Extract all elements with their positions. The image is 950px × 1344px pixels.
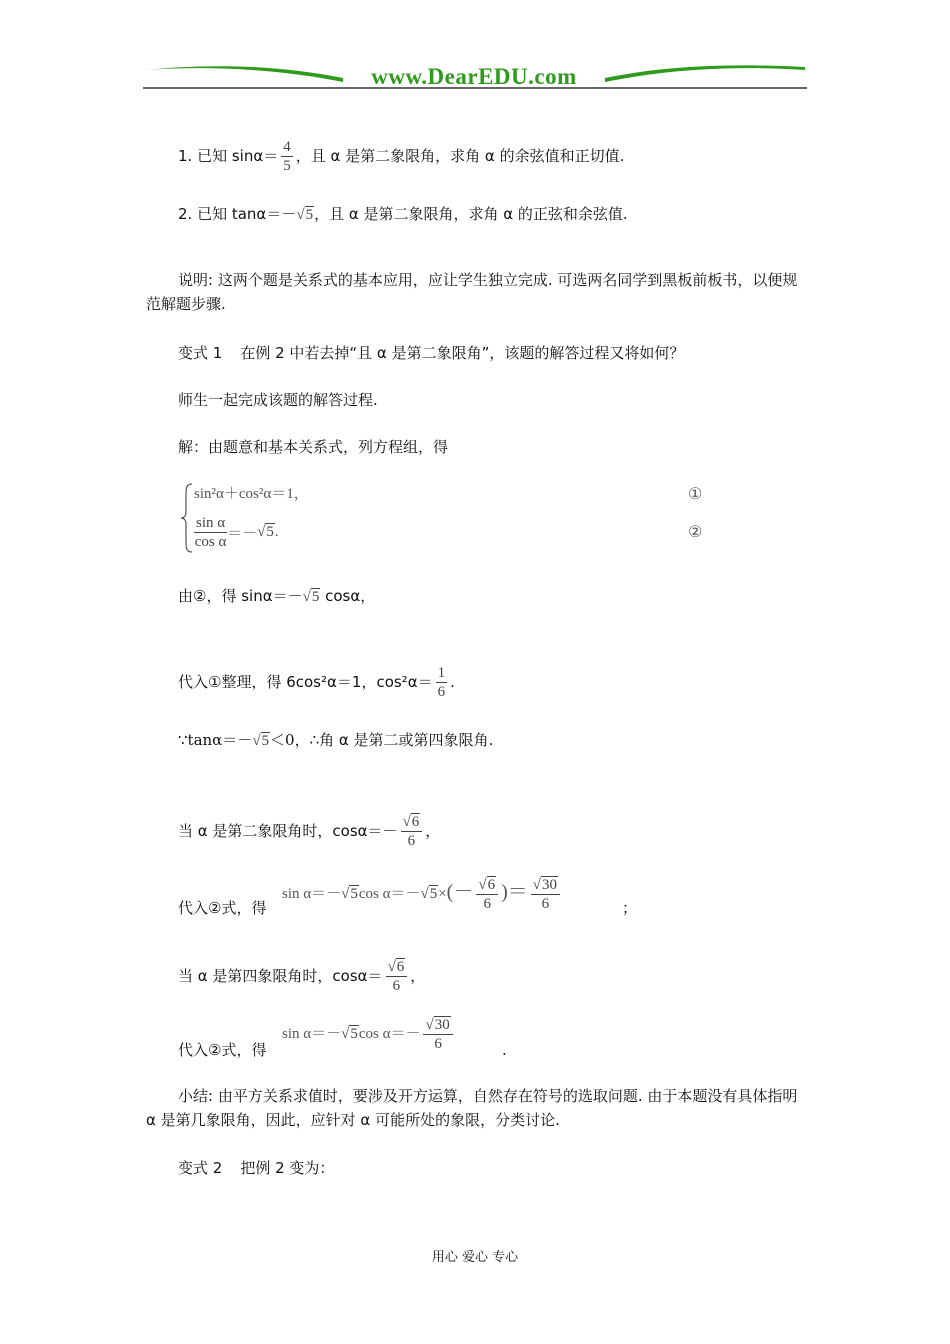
denominator: 6 bbox=[392, 978, 401, 994]
expr-lhs: sin α＝－ bbox=[282, 886, 342, 902]
variant-1-text: 在例 2 中若去掉“且 α 是第二象限角”，该题的解答过程又将如何？ bbox=[240, 344, 685, 362]
solution-intro: 解：由题意和基本关系式，列方程组，得 bbox=[178, 438, 449, 456]
equation-2 bbox=[194, 514, 279, 551]
problem-1-pre: 1. 已知 sinα＝ bbox=[178, 147, 279, 165]
eq2-end: . bbox=[274, 524, 279, 540]
from2-post: cosα， bbox=[320, 587, 376, 605]
problem-2 bbox=[178, 202, 628, 227]
site-logo: www.DearEDU.com bbox=[371, 64, 577, 89]
brace-icon bbox=[180, 482, 194, 554]
sub2a-expression: sin α＝－√5cos α＝－√5×(－ $\frac{√6}{6}$ )＝ $\frac{√30}{6}$ bbox=[282, 870, 563, 916]
variant-2 bbox=[178, 1158, 334, 1178]
expr-lhs: sin α＝－ bbox=[282, 1026, 342, 1042]
radicand: 5 bbox=[350, 1026, 358, 1042]
variant-2-label: 变式 2 bbox=[178, 1159, 223, 1177]
header-banner bbox=[143, 64, 807, 92]
paren-open: (－ bbox=[446, 881, 474, 903]
from2-pre: 由②，得 sinα＝－ bbox=[178, 587, 303, 605]
numerator: 4 bbox=[283, 139, 291, 155]
radicand: 5 bbox=[261, 733, 270, 749]
fraction-sqrt6-6: $\frac{√6}{6}$ bbox=[401, 813, 423, 850]
case2-pre: 当 α 是第二象限角时，cosα＝－ bbox=[178, 822, 398, 840]
left-swoosh bbox=[145, 66, 343, 82]
expr-mid: cos α＝－ bbox=[358, 886, 421, 902]
denominator: 6 bbox=[483, 896, 491, 913]
denominator: 6 bbox=[541, 896, 550, 913]
problem-1 bbox=[178, 128, 624, 184]
denominator: 5 bbox=[283, 158, 291, 174]
radicand: 6 bbox=[487, 877, 496, 894]
radicand: 5 bbox=[350, 886, 358, 902]
denominator: 6 bbox=[434, 1036, 442, 1053]
sub2b-end: . bbox=[502, 1041, 507, 1059]
fraction-1-6 bbox=[436, 664, 448, 701]
eq2-rhs: ＝－ bbox=[227, 526, 258, 542]
right-swoosh bbox=[605, 65, 805, 82]
expr-mid: cos α＝－ bbox=[358, 1026, 421, 1042]
paren-close: )＝ bbox=[501, 881, 528, 903]
radicand: 30 bbox=[541, 877, 557, 894]
fraction-4-5 bbox=[281, 138, 293, 175]
eq2-radicand: 5 bbox=[266, 524, 274, 540]
summary-paragraph bbox=[146, 1084, 806, 1132]
sub2b-pre: 代入②式，得 bbox=[178, 1041, 267, 1059]
because-post: ∴角 α 是第二或第四象限角. bbox=[309, 731, 494, 749]
sub2a-pre: 代入②式，得 bbox=[178, 899, 267, 917]
together-line: 师生一起完成该题的解答过程. bbox=[178, 391, 378, 409]
sub2b-expression: sin α＝－√5cos α＝－ $\frac{√30}{6}$ bbox=[282, 1012, 456, 1056]
note-paragraph bbox=[146, 268, 806, 316]
denominator: 6 bbox=[407, 833, 416, 849]
times-sign: × bbox=[438, 886, 447, 902]
denominator: 6 bbox=[437, 684, 446, 700]
fraction-sqrt6-6: $\frac{√6}{6}$ bbox=[386, 958, 408, 995]
eq2-denominator: cos α bbox=[194, 534, 227, 550]
substitute-1 bbox=[178, 654, 455, 710]
note-text: 说明: 这两个题是关系式的基本应用，应让学生独立完成. 可选两名同学到黑板前板书，以便规范解题步骤. bbox=[146, 271, 798, 313]
radicand: 5 bbox=[305, 207, 314, 223]
problem-2-post: ，且 α 是第二象限角，求角 α 的正弦和余弦值. bbox=[314, 205, 628, 223]
page-footer: 用心 爱心 专心 bbox=[431, 1250, 519, 1265]
problem-1-post: ，且 α 是第二象限角，求角 α 的余弦值和正切值. bbox=[295, 147, 625, 165]
because-mid: ＜0， bbox=[270, 731, 310, 749]
variant-1-label: 变式 1 bbox=[178, 344, 223, 362]
sub1-pre: 代入①整理，得 6cos²α＝1，cos²α＝ bbox=[178, 673, 433, 691]
case2-post: ， bbox=[425, 822, 441, 840]
equation-mark-1: ① bbox=[688, 486, 703, 503]
from-eq2 bbox=[178, 586, 375, 607]
radicand: 5 bbox=[429, 886, 438, 902]
radicand: 6 bbox=[396, 959, 405, 975]
sub2a-end: ； bbox=[622, 899, 638, 917]
sqrt-5: √5 bbox=[296, 207, 314, 223]
numerator: 1 bbox=[437, 665, 446, 681]
because-line bbox=[178, 730, 493, 751]
sub1-post: . bbox=[450, 673, 455, 691]
equation-system bbox=[180, 480, 720, 556]
variant-1 bbox=[178, 343, 684, 363]
variant-2-text: 把例 2 变为： bbox=[240, 1159, 335, 1177]
equation-mark-2: ② bbox=[688, 524, 703, 541]
because-pre: ∵tanα＝－ bbox=[178, 731, 253, 749]
case-fourth-quadrant bbox=[178, 945, 425, 1007]
equation-1: sin²α＋cos²α＝1， bbox=[194, 486, 309, 502]
case-second-quadrant bbox=[178, 800, 440, 862]
summary-text: 小结: 由平方关系求值时，要涉及开方运算，自然存在符号的选取问题. 由于本题没有具体指明 α 是第几象限角，因此，应针对 α 可能所处的象限，分类讨论. bbox=[146, 1087, 798, 1129]
problem-2-pre: 2. 已知 tanα＝－ bbox=[178, 205, 297, 223]
sqrt-5: √5 bbox=[302, 589, 320, 605]
sqrt-5: √5 bbox=[252, 733, 270, 749]
eq2-sqrt: √5 bbox=[257, 524, 274, 540]
radicand: 5 bbox=[311, 589, 320, 605]
case4-pre: 当 α 是第四象限角时，cosα＝ bbox=[178, 967, 383, 985]
case4-post: ， bbox=[410, 967, 426, 985]
radicand: 30 bbox=[434, 1017, 450, 1034]
radicand: 6 bbox=[411, 814, 420, 830]
eq2-numerator: sin α bbox=[196, 515, 226, 531]
